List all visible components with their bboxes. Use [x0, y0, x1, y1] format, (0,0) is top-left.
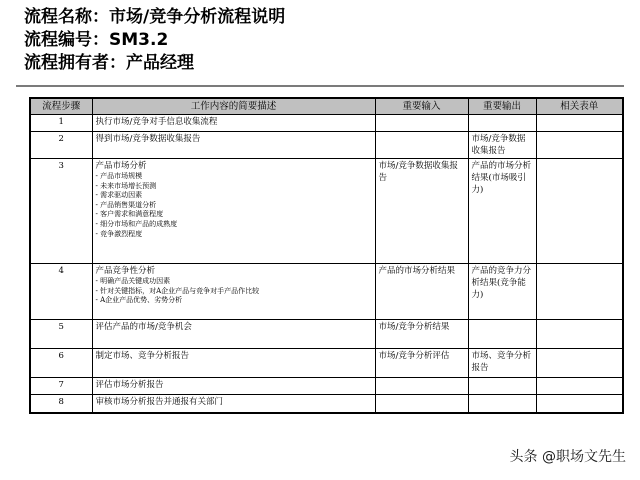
forms-cell — [536, 349, 623, 378]
description-cell — [92, 395, 375, 413]
output-cell — [468, 320, 536, 349]
table-row — [30, 320, 623, 349]
description-cell — [92, 378, 375, 395]
output-cell: 市场/竞争数据收集报告 — [468, 132, 536, 159]
description-cell — [92, 349, 375, 378]
output-cell: 产品的竞争力分析结果(竞争能力) — [468, 264, 536, 320]
description-text: 得到市场/竞争数据收集报告 — [95, 134, 201, 144]
step-number-cell: 6 — [30, 349, 92, 378]
description-subitem: - A企业产品优势、劣势分析 — [95, 296, 183, 305]
output-cell: 产品的市场分析结果(市场吸引力) — [468, 159, 536, 264]
forms-cell — [536, 159, 623, 264]
table-row — [30, 264, 623, 320]
description-text: 产品市场分析 — [95, 161, 147, 171]
input-cell — [375, 395, 468, 413]
step-number-cell: 7 — [30, 378, 92, 395]
table-header-row — [30, 98, 623, 115]
step-number-cell: 4 — [30, 264, 92, 320]
description-text: 产品竞争性分析 — [95, 266, 156, 276]
table-row — [30, 378, 623, 395]
watermark: 头条 @职场文先生 — [509, 449, 626, 465]
description-subitem: - 竞争激烈程度 — [95, 229, 143, 238]
input-cell: 产品的市场分析结果 — [375, 264, 468, 320]
description-cell — [92, 264, 375, 320]
description-text: 评估产品的市场/竞争机会 — [95, 322, 192, 332]
forms-cell — [536, 132, 623, 159]
table-body — [30, 115, 623, 413]
input-cell — [375, 115, 468, 132]
description-text: 执行市场/竞争对手信息收集流程 — [95, 117, 218, 127]
description-subitem: - 明确产品关键成功因素 — [95, 277, 171, 285]
output-cell — [468, 115, 536, 132]
process-number: 流程编号：SM3.2 — [24, 30, 169, 50]
table-row — [30, 115, 623, 132]
description-subitem: - 需求驱动因素 — [95, 191, 143, 200]
description-text: 评估市场分析报告 — [95, 380, 164, 390]
column-header-forms: 相关表单 — [536, 98, 623, 115]
description-subitem: - 产品市场规模 — [95, 172, 143, 180]
description-text: 制定市场、竞争分析报告 — [95, 351, 190, 361]
input-cell: 市场/竞争分析评估 — [375, 349, 468, 378]
input-cell: 市场/竞争数据收集报告 — [375, 159, 468, 264]
process-table — [29, 97, 624, 414]
description-cell — [92, 320, 375, 349]
step-number-cell: 3 — [30, 159, 92, 264]
step-number-cell: 5 — [30, 320, 92, 349]
output-cell — [468, 395, 536, 413]
description-subitem: - 产品销售渠道分析 — [95, 200, 157, 209]
description-text: 审核市场分析报告并通报有关部门 — [95, 397, 224, 407]
column-header-step: 流程步骤 — [30, 98, 92, 115]
table-row — [30, 132, 623, 159]
process-owner: 流程拥有者：产品经理 — [24, 53, 194, 73]
document-header — [24, 6, 285, 75]
description-cell — [92, 159, 375, 264]
description-subitem: - 未来市场增长预测 — [95, 181, 157, 190]
forms-cell — [536, 115, 623, 132]
forms-cell — [536, 320, 623, 349]
description-cell — [92, 132, 375, 159]
input-cell — [375, 132, 468, 159]
output-cell: 市场、竞争分析报告 — [468, 349, 536, 378]
description-subitem: - 细分市场和产品的成熟度 — [95, 219, 178, 228]
forms-cell — [536, 264, 623, 320]
input-cell: 市场/竞争分析结果 — [375, 320, 468, 349]
column-header-output: 重要输出 — [468, 98, 536, 115]
process-name: 流程名称：市场/竞争分析流程说明 — [24, 7, 286, 27]
header-divider — [16, 85, 624, 87]
forms-cell — [536, 395, 623, 413]
table-row — [30, 349, 623, 378]
forms-cell — [536, 378, 623, 395]
table-row — [30, 159, 623, 264]
column-header-description: 工作内容的简要描述 — [92, 98, 375, 115]
step-number-cell: 8 — [30, 395, 92, 413]
step-number-cell: 1 — [30, 115, 92, 132]
input-cell — [375, 378, 468, 395]
description-subitem: - 客户需求和满意程度 — [95, 210, 164, 219]
table-row — [30, 395, 623, 413]
description-cell — [92, 115, 375, 132]
step-number-cell: 2 — [30, 132, 92, 159]
output-cell — [468, 378, 536, 395]
description-subitem: - 针对关键指标，对A企业产品与竞争对手产品作比较 — [95, 286, 260, 295]
column-header-input: 重要输入 — [375, 98, 468, 115]
